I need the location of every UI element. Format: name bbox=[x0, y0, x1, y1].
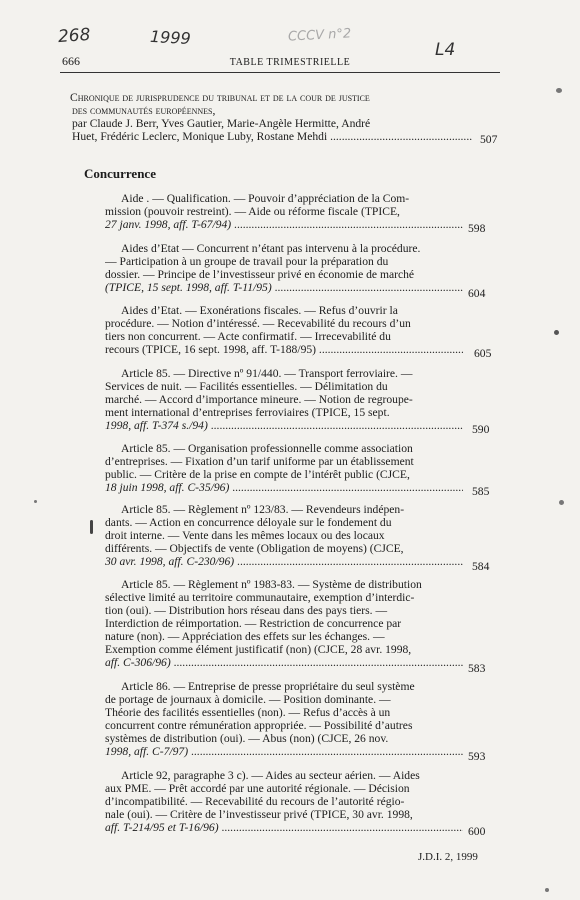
entry-citation: aff. T-214/95 et T-16/96) bbox=[105, 821, 219, 834]
entry-line: procédure. — Notion d’intéressé. — Recevabilité du recours d’un bbox=[105, 317, 411, 330]
index-entry bbox=[105, 192, 463, 231]
entry-page-ref: 583 bbox=[468, 662, 486, 675]
chronique-line: des communautés européennes, bbox=[72, 104, 216, 117]
entry-page-ref: 585 bbox=[472, 485, 490, 498]
entry-line: Services de nuit. — Facilités essentielles. — Délimitation du bbox=[105, 380, 388, 393]
footer-journal: J.D.I. 2, 1999 bbox=[418, 851, 478, 863]
chronique-entry bbox=[70, 91, 472, 143]
entry-line: Théorie des facilités essentielles (non). — Refus d’accès à un bbox=[105, 706, 391, 719]
leader-dots bbox=[219, 821, 463, 834]
entry-line: aux PME. — Prêt accordé par une autorité régionale. — Décision bbox=[105, 782, 410, 795]
entry-line: Article 92, paragraphe 3 c). — Aides au secteur aérien. — Aides bbox=[121, 769, 420, 782]
index-entry bbox=[105, 442, 463, 494]
scan-speck bbox=[556, 88, 562, 93]
entry-line: nature (non). — Appréciation des effets sur les échanges. — bbox=[105, 630, 385, 643]
header-page-number: 666 bbox=[62, 54, 80, 68]
entry-line: nale (oui). — Critère de l’investisseur privé (TPICE, 30 avr. 1998, bbox=[105, 808, 413, 821]
entry-page-ref: 600 bbox=[468, 825, 486, 838]
entry-line: Interdiction de réimportation. — Restriction de concurrence par bbox=[105, 617, 402, 630]
entry-line: Aides d’Etat — Concurrent n’étant pas intervenu à la procédure. bbox=[121, 242, 421, 255]
entry-line: public. — Critère de la prise en compte de l’intérêt public (CJCE, bbox=[105, 468, 410, 481]
scan-speck bbox=[90, 520, 93, 534]
entry-line: mission (pouvoir restreint). — Aide ou réforme fiscale (TPICE, bbox=[105, 205, 400, 218]
entry-page-ref: 605 bbox=[474, 347, 492, 360]
entry-page-ref: 584 bbox=[472, 560, 490, 573]
entry-line: ment international d’entreprises ferroviaires (TPICE, 15 sept. bbox=[105, 406, 390, 419]
entry-line: Article 85. — Règlement nº 123/83. — Revendeurs indépen- bbox=[121, 503, 405, 516]
entry-line: dants. — Action en concurrence déloyale sur le fondement du bbox=[105, 516, 392, 529]
entry-citation: 18 juin 1998, aff. C-35/96) bbox=[105, 481, 230, 494]
entry-page-ref: 598 bbox=[468, 222, 486, 235]
chronique-page-ref: 507 bbox=[480, 133, 498, 146]
index-entry bbox=[105, 503, 463, 568]
leader-dots bbox=[188, 745, 463, 758]
index-entry bbox=[105, 680, 463, 758]
leader-dots bbox=[231, 218, 463, 231]
leader-dots bbox=[229, 481, 463, 494]
scan-speck bbox=[559, 500, 564, 505]
leader-dots bbox=[208, 419, 463, 432]
leader-dots bbox=[171, 656, 463, 669]
entry-line: sélective limité au territoire communautaire, exemption d’interdic- bbox=[105, 591, 415, 604]
chronique-authors-line: Huet, Frédéric Leclerc, Monique Luby, Rostane Mehdi bbox=[72, 130, 328, 143]
entry-line: Article 85. — Organisation professionnelle comme association bbox=[121, 442, 413, 455]
leader-dots bbox=[234, 555, 463, 568]
entry-line: systèmes de distribution (oui). — Abus (non) (CJCE, 26 nov. bbox=[105, 732, 389, 745]
entry-line: — Participation à un groupe de travail pour la préparation du bbox=[105, 255, 389, 268]
entry-citation: aff. C-306/96) bbox=[105, 656, 171, 669]
entry-line: de portage de journaux à domicile. — Position dominante. — bbox=[105, 693, 391, 706]
entry-line: tion (oui). — Distribution hors réseau dans des pays tiers. — bbox=[105, 604, 388, 617]
entry-line: droit interne. — Vente dans les mêmes locaux ou des locaux bbox=[105, 529, 385, 542]
index-entry bbox=[105, 578, 463, 669]
entry-line: Article 85. — Règlement nº 1983-83. — Système de distribution bbox=[121, 578, 422, 591]
entry-line: d’entreprises. — Fixation d’un tarif uniforme par un établissement bbox=[105, 455, 414, 468]
entry-citation: (TPICE, 15 sept. 1998, aff. T-11/95) bbox=[105, 281, 272, 294]
scan-speck bbox=[545, 888, 549, 892]
handwritten-annotation-faded: CCCV n°2 bbox=[287, 26, 352, 45]
entry-page-ref: 593 bbox=[468, 750, 486, 763]
entry-line: Aide . — Qualification. — Pouvoir d’appréciation de la Com- bbox=[121, 192, 410, 205]
entry-line: Article 85. — Directive nº 91/440. — Transport ferroviaire. — bbox=[121, 367, 413, 380]
entry-citation: 30 avr. 1998, aff. C-230/96) bbox=[105, 555, 235, 568]
leader-dots bbox=[327, 130, 472, 143]
entry-citation: 1998, aff. T-374 s./94) bbox=[105, 419, 208, 432]
header-title: TABLE TRIMESTRIELLE bbox=[229, 57, 351, 68]
entry-line: Aides d’Etat. — Exonérations fiscales. — Refus d’ouvrir la bbox=[121, 304, 398, 317]
handwritten-annotation-l4: L4 bbox=[435, 40, 456, 60]
entry-page-ref: 590 bbox=[472, 423, 490, 436]
entry-citation: recours (TPICE, 16 sept. 1998, aff. T-188/95) bbox=[105, 343, 317, 356]
index-entry bbox=[105, 769, 463, 834]
entry-line: marché. — Accord d’importance mineure. — Notion de regroupe- bbox=[105, 393, 413, 406]
chronique-line: Chronique de jurisprudence du tribunal et de la cour de justice bbox=[70, 91, 370, 104]
scan-speck bbox=[34, 500, 37, 503]
index-entry bbox=[105, 242, 463, 294]
entry-line: Article 86. — Entreprise de presse propriétaire du seul système bbox=[121, 680, 415, 693]
entry-line: dossier. — Principe de l’investisseur privé en économie de marché bbox=[105, 268, 415, 281]
entry-line: Exemption comme élément justificatif (non) (CJCE, 28 avr. 1998, bbox=[105, 643, 412, 656]
entry-line: différents. — Objectifs de vente (Obligation de moyens) (CJCE, bbox=[105, 542, 404, 555]
header-rule bbox=[60, 72, 500, 73]
handwritten-annotation-268: 268 bbox=[57, 24, 92, 48]
chronique-authors-line: par Claude J. Berr, Yves Gautier, Marie-Angèle Hermitte, André bbox=[72, 117, 371, 130]
entry-line: concurrent contre rémunération appropriée. — Possibilité d’autres bbox=[105, 719, 413, 732]
entry-line: d’incompatibilité. — Recevabilité du recours de l’autorité régio- bbox=[105, 795, 405, 808]
index-entry bbox=[105, 304, 463, 356]
entry-line: tiers non concurrent. — Acte confirmatif. — Irrecevabilité du bbox=[105, 330, 391, 343]
index-entry bbox=[105, 367, 463, 432]
handwritten-annotation-1999: 1999 bbox=[149, 26, 192, 49]
scan-speck bbox=[554, 330, 559, 335]
section-heading: Concurrence bbox=[84, 166, 156, 181]
entry-page-ref: 604 bbox=[468, 287, 486, 300]
leader-dots bbox=[272, 281, 463, 294]
entry-citation: 1998, aff. C-7/97) bbox=[105, 745, 189, 758]
leader-dots bbox=[316, 343, 463, 356]
entry-citation: 27 janv. 1998, aff. T-67/94) bbox=[105, 218, 232, 231]
